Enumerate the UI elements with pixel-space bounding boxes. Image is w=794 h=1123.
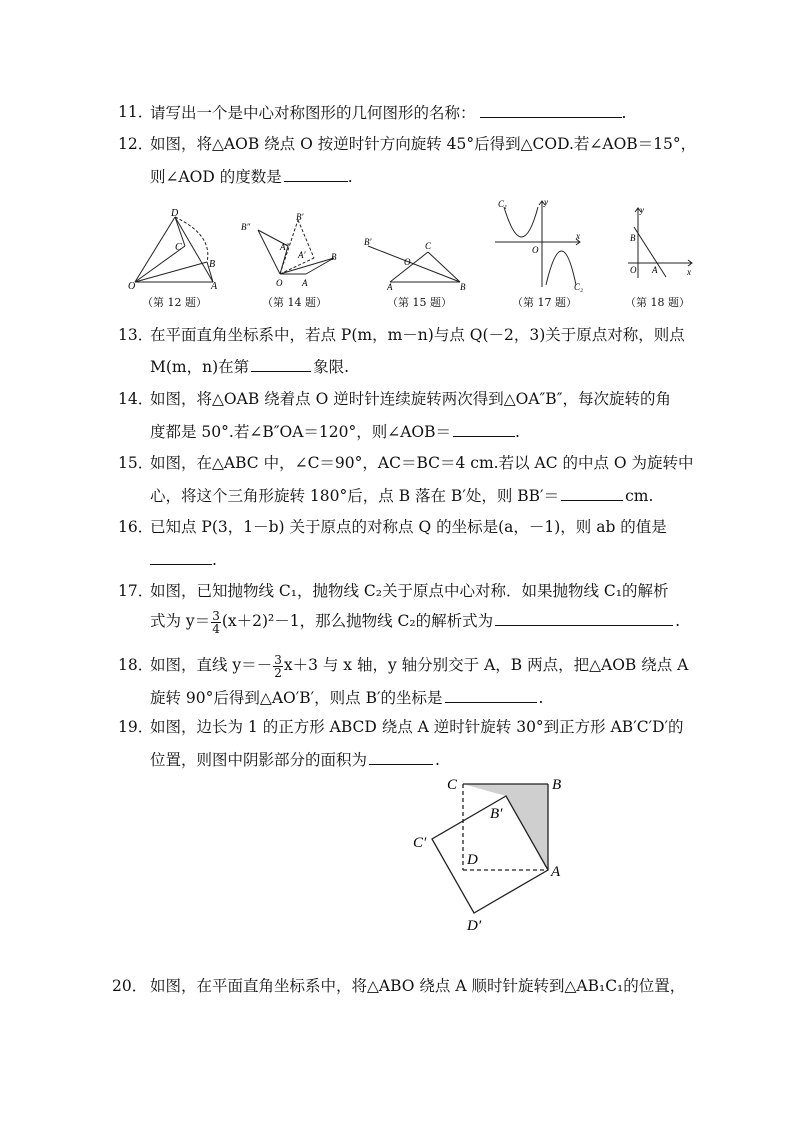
question-text: 心，将这个三角形旋转 180°后，点 B 落在 B′处，则 BB′＝ <box>150 487 560 505</box>
question-number: 11． <box>118 103 154 121</box>
figure-17-caption: （第 17 题） <box>512 296 577 309</box>
figure-14 <box>238 210 343 290</box>
label-B: B <box>331 252 337 262</box>
question-end: . <box>515 423 520 441</box>
label-O: O <box>128 281 136 290</box>
question-text: 已知点 P(3，1－b) 关于原点的对称点 Q 的坐标是(a，－1)，则 ab 的值是 <box>150 518 667 536</box>
answer-blank[interactable] <box>251 355 311 372</box>
answer-blank[interactable] <box>561 484 623 501</box>
label-O: O <box>532 245 539 255</box>
label-D: D <box>171 208 179 219</box>
question-text: M(m，n)在第 <box>150 358 250 376</box>
figure-19 <box>405 772 585 937</box>
question-text: 在平面直角坐标系中，若点 P(m，m－n)与点 Q(－2，3)关于原点对称，则点 <box>150 326 685 344</box>
figure-14-caption: （第 14 题） <box>262 296 327 309</box>
label-B: B <box>460 282 466 292</box>
label-B2: B″ <box>241 222 251 232</box>
question-text: 旋转 90°后得到△AO′B′，则点 B′的坐标是 <box>150 689 443 707</box>
answer-blank[interactable] <box>445 686 537 703</box>
figure-12 <box>125 205 225 290</box>
label-A1: A′ <box>298 250 306 260</box>
label-C2: C₂ <box>574 282 584 292</box>
label-C1: C₁ <box>498 199 508 209</box>
figure-12-caption: （第 12 题） <box>142 296 207 309</box>
question-text: 如图，直线 y＝－ <box>150 656 273 674</box>
question-text: 式为 y＝ <box>150 612 211 630</box>
question-number: 16． <box>118 518 154 536</box>
question-number: 19． <box>118 718 154 736</box>
label-B: B <box>209 259 216 270</box>
question-text: 如图，在平面直角坐标系中，将△ABO 绕点 A 顺时针旋转到△AB₁C₁的位置， <box>150 977 686 995</box>
label-A: A <box>211 281 218 290</box>
question-end: . <box>347 168 353 186</box>
question-text: 如图，边长为 1 的正方形 ABCD 绕点 A 逆时针旋转 30°到正方形 AB′C′D′的 <box>150 718 684 736</box>
question-number: 14． <box>118 390 154 408</box>
label-x: x <box>687 267 691 277</box>
fraction: $\frac{3}{2}$ <box>274 652 282 680</box>
question-number: 15． <box>118 454 154 472</box>
label-C: C <box>447 777 458 793</box>
question-end: . <box>675 612 681 630</box>
figure-17 <box>490 197 590 292</box>
question-text: 象限. <box>313 358 350 376</box>
label-B: B <box>552 777 562 793</box>
figure-15 <box>360 232 475 292</box>
question-number: 20． <box>112 977 148 995</box>
question-end: . <box>212 551 217 569</box>
label-A: A <box>652 265 658 275</box>
label-y: y <box>640 205 644 215</box>
question-number: 17． <box>118 582 154 600</box>
question-text: 如图，已知抛物线 C₁，抛物线 C₂关于原点中心对称．如果抛物线 C₁的解析 <box>150 582 669 600</box>
question-text: 位置，则图中阴影部分的面积为 <box>150 751 368 769</box>
question-number: 13． <box>118 326 154 344</box>
question-end: . <box>538 689 544 707</box>
question-text: 则∠AOD 的度数是 <box>150 168 282 186</box>
label-A2: A″ <box>280 242 290 252</box>
question-number: 12． <box>118 135 154 153</box>
question-text: (x＋2)²－1，那么抛物线 C₂的解析式为 <box>221 612 494 630</box>
question-text: 度都是 50°.若∠B″OA＝120°，则∠AOB＝ <box>150 423 452 441</box>
answer-blank[interactable] <box>453 420 515 437</box>
label-y: y <box>544 197 548 207</box>
question-number: 18． <box>118 656 154 674</box>
label-D1: D′ <box>467 918 482 934</box>
label-A: A <box>387 282 393 292</box>
label-O: O <box>630 265 637 275</box>
label-O: O <box>276 278 283 288</box>
answer-blank[interactable] <box>369 748 433 765</box>
answer-blank[interactable] <box>150 548 212 565</box>
question-text: x＋3 与 x 轴，y 轴分别交于 A，B 两点，把△AOB 绕点 A <box>283 656 689 674</box>
answer-blank[interactable] <box>480 101 622 118</box>
label-x: x <box>576 231 580 241</box>
label-D: D <box>467 852 478 868</box>
label-B: B <box>630 233 636 243</box>
fraction: $\frac{3}{4}$ <box>212 608 220 636</box>
label-B1: B′ <box>490 806 503 822</box>
label-C1: C′ <box>413 835 427 851</box>
answer-blank[interactable] <box>495 609 673 626</box>
label-O: O <box>404 257 411 267</box>
figure-18 <box>620 203 700 288</box>
label-B1: B′ <box>364 237 372 247</box>
label-A: A <box>302 278 308 288</box>
label-C: C <box>175 242 182 253</box>
question-text: 如图，在△ABC 中，∠C＝90°，AC＝BC＝4 cm.若以 AC 的中点 O 为旋转中 <box>150 454 694 472</box>
label-B1: B′ <box>296 212 304 222</box>
question-end: cm. <box>625 487 654 505</box>
question-end: . <box>435 751 440 769</box>
question-text: 如图，将△OAB 绕着点 O 逆时针连续旋转两次得到△OA″B″，每次旋转的角 <box>150 390 671 408</box>
figure-15-caption: （第 15 题） <box>387 296 452 309</box>
question-text: 如图，将△AOB 绕点 O 按逆时针方向旋转 45°后得到△COD.若∠AOB＝15°， <box>150 135 697 153</box>
answer-blank[interactable] <box>284 165 348 182</box>
label-A: A <box>551 864 561 880</box>
question-end: . <box>621 104 627 122</box>
label-C: C <box>425 241 432 251</box>
figure-18-caption: （第 18 题） <box>625 296 690 309</box>
question-text: 请写出一个是中心对称图形的几何图形的名称： <box>150 104 476 122</box>
